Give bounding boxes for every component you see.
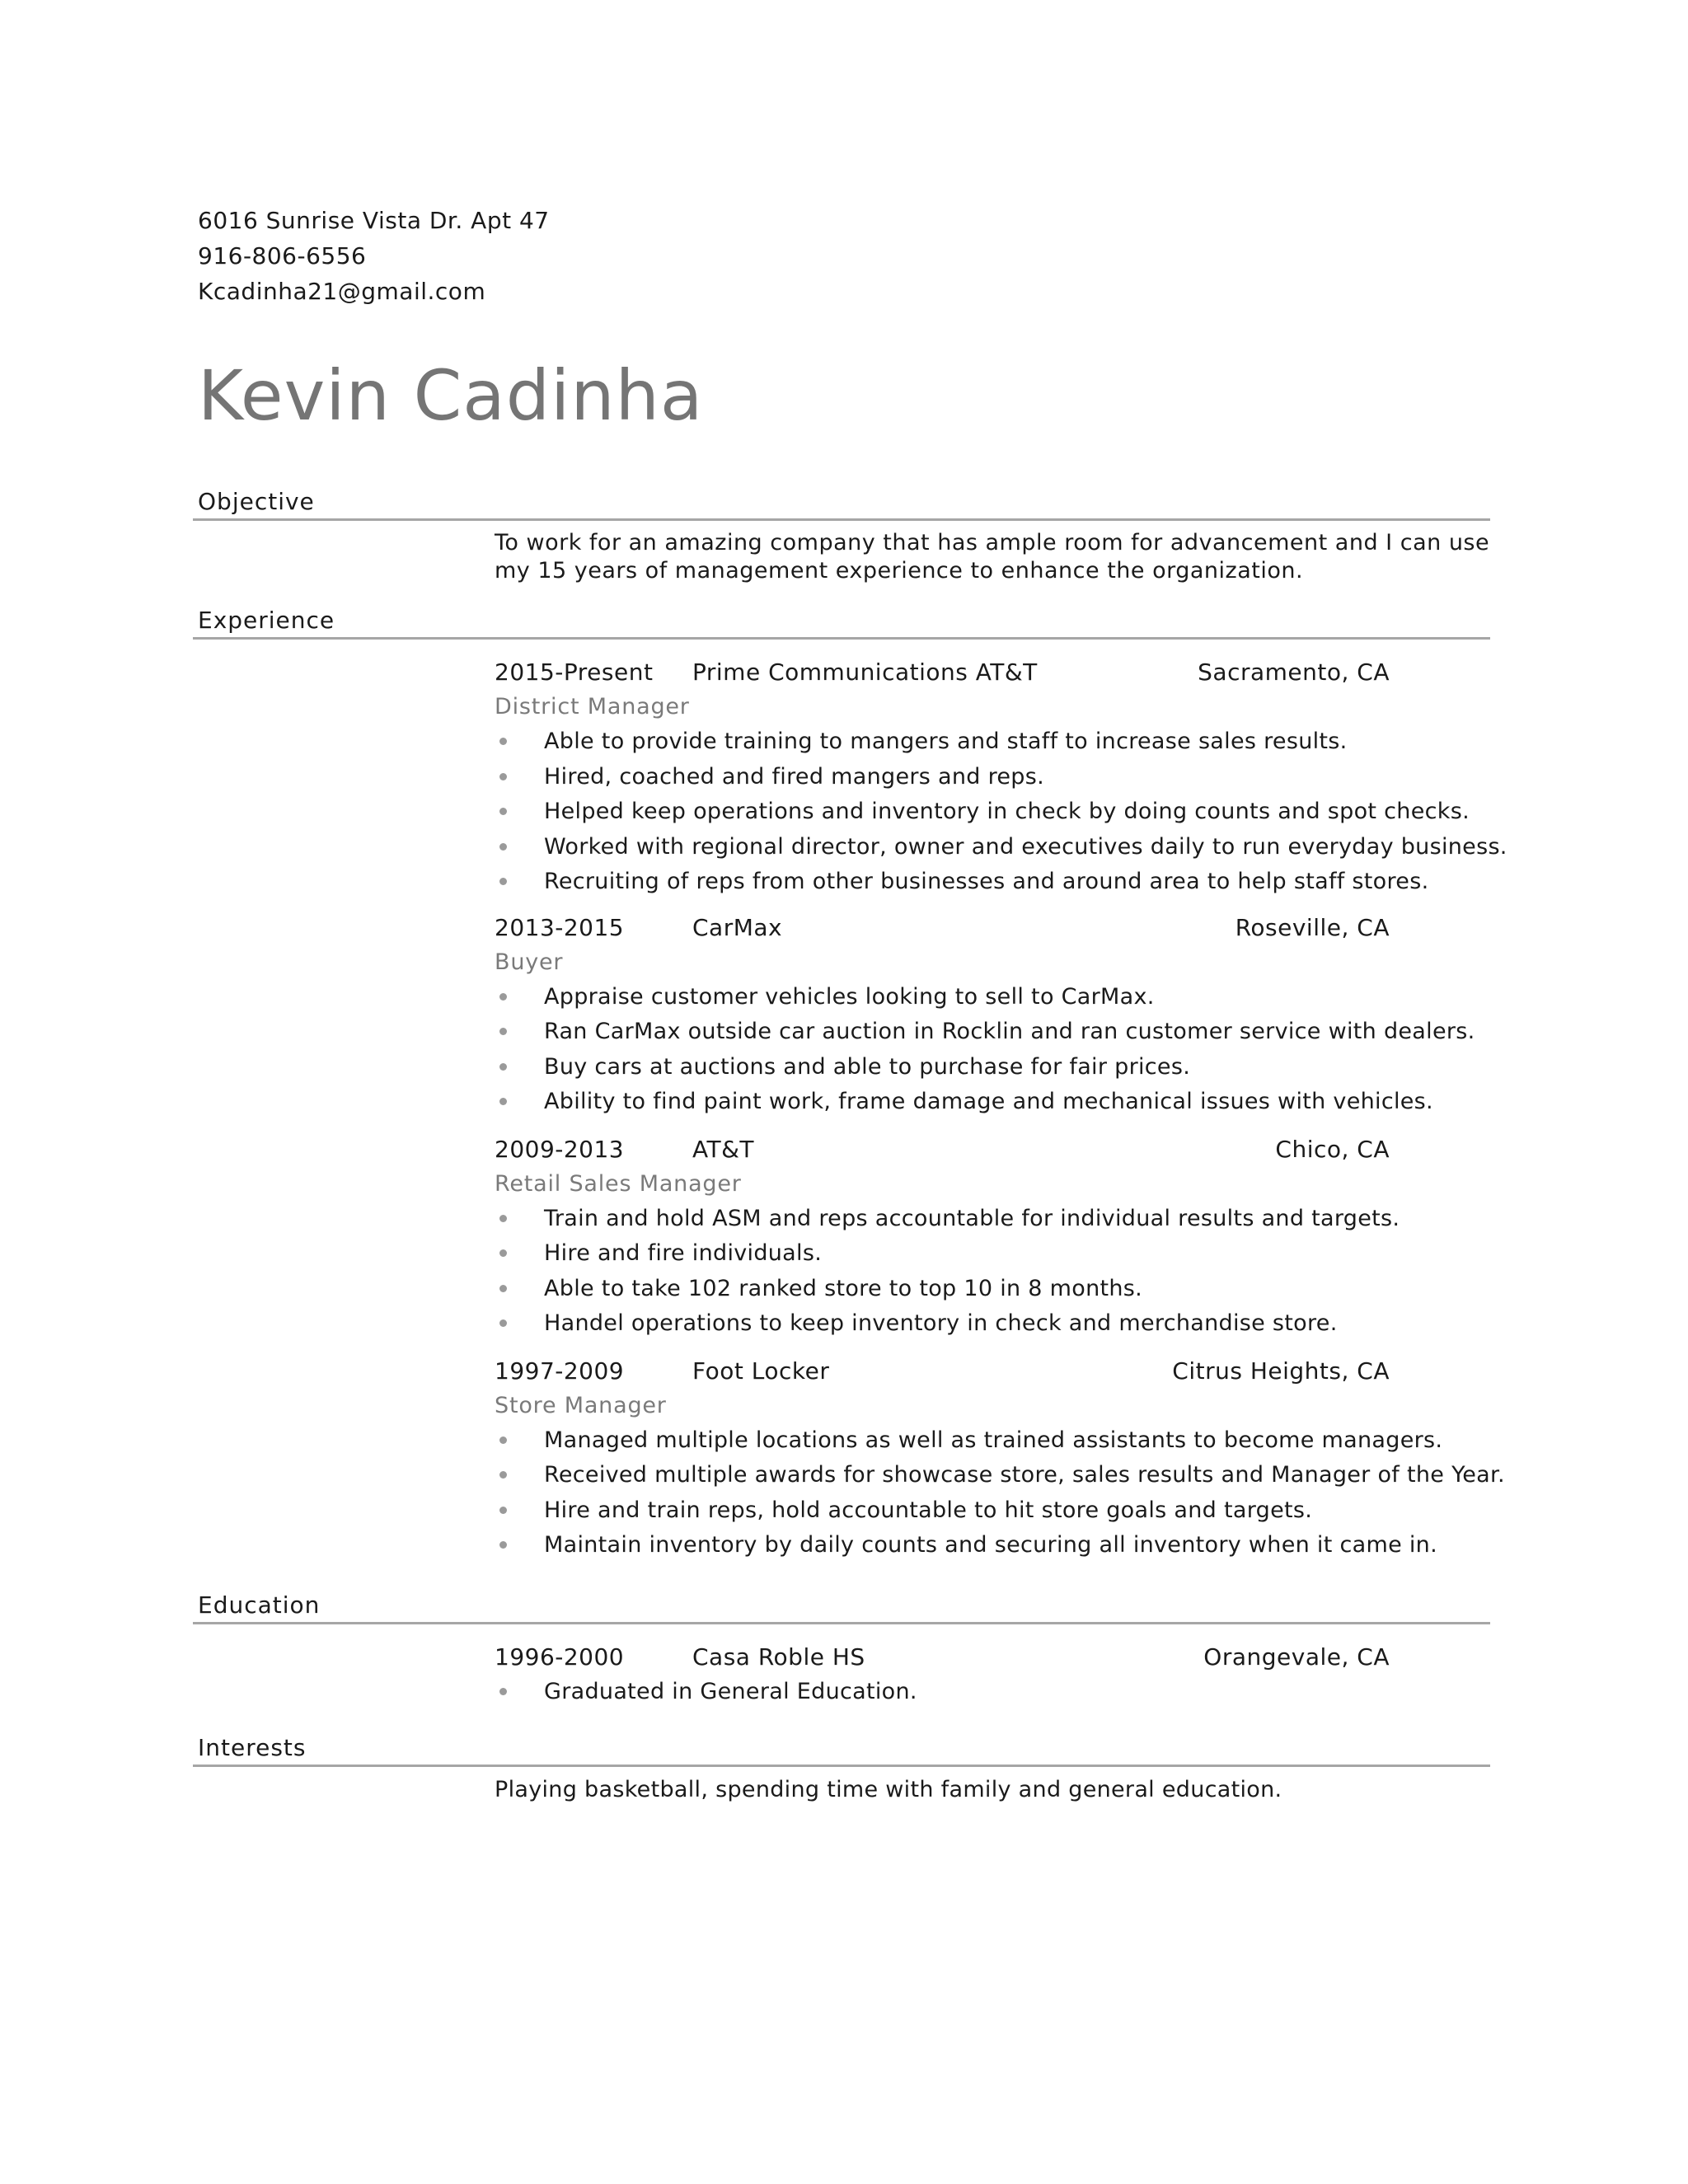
list-item	[495, 1202, 1492, 1237]
job-entry	[495, 910, 1492, 1120]
job-location: Chico, CA	[1275, 1135, 1390, 1163]
contact-block	[198, 203, 550, 309]
bullet-text: Hired, coached and fired mangers and reps.	[544, 763, 1044, 790]
contact-phone: 916-806-6556	[198, 242, 367, 269]
education-entry	[495, 1639, 1492, 1710]
job-company: CarMax	[692, 913, 783, 941]
bullet-icon	[499, 1028, 507, 1035]
list-item	[495, 980, 1492, 1015]
bullet-icon	[499, 878, 507, 885]
bullet-icon	[499, 738, 507, 745]
job-company: Prime Communications AT&T	[692, 658, 1038, 686]
bullet-text: Worked with regional director, owner and executives daily to run everyday business.	[544, 833, 1507, 860]
bullet-text: Appraise customer vehicles looking to sell to CarMax.	[544, 983, 1155, 1010]
job-title: Buyer	[495, 949, 564, 975]
bullet-icon	[499, 1319, 507, 1327]
list-item	[495, 1272, 1492, 1307]
list-item	[495, 760, 1492, 795]
interests-heading: Interests	[193, 1732, 1490, 1767]
list-item	[495, 1015, 1492, 1050]
objective-line-2: my 15 years of management experience to enhance the organization.	[495, 558, 1304, 583]
bullet-text: Buy cars at auctions and able to purchase for fair prices.	[544, 1053, 1191, 1080]
bullet-text: Ran CarMax outside car auction in Rocklin and ran customer service with dealers.	[544, 1019, 1475, 1044]
bullet-icon	[499, 1688, 507, 1695]
bullet-icon	[499, 808, 507, 815]
bullet-text: Able to take 102 ranked store to top 10 in 8 months.	[544, 1275, 1143, 1301]
bullet-text: Ability to find paint work, frame damage and mechanical issues with vehicles.	[544, 1089, 1433, 1114]
bullet-text: Recruiting of reps from other businesses and around area to help staff stores.	[544, 869, 1429, 894]
bullet-icon	[499, 1098, 507, 1105]
bullet-text: Maintain inventory by daily counts and securing all inventory when it came in.	[544, 1532, 1437, 1558]
objective-text	[495, 529, 1492, 585]
education-location: Orangevale, CA	[1203, 1643, 1390, 1671]
bullet-text: Received multiple awards for showcase store, sales results and Manager of the Year.	[544, 1462, 1505, 1488]
job-company: Foot Locker	[692, 1357, 830, 1385]
job-dates: 2013-2015	[495, 913, 625, 941]
list-item	[495, 865, 1492, 900]
list-item	[495, 1493, 1492, 1529]
interests-section	[193, 1732, 1490, 1807]
job-title: District Manager	[495, 694, 690, 719]
job-dates: 2015-Present	[495, 658, 654, 686]
job-location: Sacramento, CA	[1198, 658, 1390, 686]
bullet-text: Able to provide training to mangers and staff to increase sales results.	[544, 729, 1348, 754]
bullet-icon	[499, 773, 507, 780]
experience-heading: Experience	[193, 604, 1490, 640]
bullet-text: Hire and train reps, hold accountable to hit store goals and targets.	[544, 1497, 1313, 1523]
list-item	[495, 1085, 1492, 1120]
job-entry	[495, 1132, 1492, 1342]
bullet-text: Train and hold ASM and reps accountable for individual results and targets.	[544, 1205, 1400, 1231]
job-entry	[495, 1353, 1505, 1563]
experience-section	[193, 604, 1507, 1563]
bullet-icon	[499, 1215, 507, 1222]
education-section	[193, 1589, 1490, 1710]
list-item	[495, 830, 1507, 865]
objective-line-1: To work for an amazing company that has ample room for advancement and I can use	[495, 530, 1490, 555]
job-company: AT&T	[692, 1135, 755, 1163]
bullet-icon	[499, 1541, 507, 1549]
job-location: Roseville, CA	[1235, 913, 1390, 941]
list-item	[495, 1528, 1492, 1563]
education-school: Casa Roble HS	[692, 1643, 865, 1671]
bullet-text: Handel operations to keep inventory in check and merchandise store.	[544, 1310, 1338, 1336]
bullet-icon	[499, 993, 507, 1001]
bullet-icon	[499, 1249, 507, 1257]
candidate-name: Kevin Cadinha	[198, 355, 704, 436]
bullet-text: Managed multiple locations as well as trained assistants to become managers.	[544, 1427, 1443, 1453]
bullet-icon	[499, 1285, 507, 1292]
bullet-text: Helped keep operations and inventory in check by doing counts and spot checks.	[544, 799, 1470, 824]
interests-text: Playing basketball, spending time with family and general education.	[495, 1777, 1282, 1802]
education-dates: 1996-2000	[495, 1643, 625, 1671]
list-item	[495, 1458, 1505, 1493]
contact-email: Kcadinha21@gmail.com	[198, 278, 486, 305]
education-heading: Education	[193, 1589, 1490, 1624]
list-item	[495, 1306, 1492, 1342]
list-item	[495, 724, 1492, 760]
bullet-icon	[499, 1471, 507, 1479]
list-item	[495, 794, 1492, 830]
list-item	[495, 1423, 1492, 1459]
job-dates: 2009-2013	[495, 1135, 625, 1163]
job-dates: 1997-2009	[495, 1357, 625, 1385]
bullet-text: Hire and fire individuals.	[544, 1240, 823, 1266]
bullet-icon	[499, 1507, 507, 1514]
list-item	[495, 1050, 1492, 1085]
bullet-icon	[499, 1063, 507, 1071]
job-title: Store Manager	[495, 1392, 667, 1418]
job-entry	[495, 654, 1507, 900]
objective-heading: Objective	[193, 485, 1490, 521]
list-item	[495, 1675, 1492, 1710]
list-item	[495, 1236, 1492, 1272]
bullet-icon	[499, 843, 507, 851]
job-location: Citrus Heights, CA	[1172, 1357, 1390, 1385]
contact-address: 6016 Sunrise Vista Dr. Apt 47	[198, 207, 550, 234]
job-title: Retail Sales Manager	[495, 1170, 742, 1197]
objective-section	[193, 485, 1490, 585]
bullet-icon	[499, 1436, 507, 1444]
bullet-text: Graduated in General Education.	[544, 1679, 917, 1704]
